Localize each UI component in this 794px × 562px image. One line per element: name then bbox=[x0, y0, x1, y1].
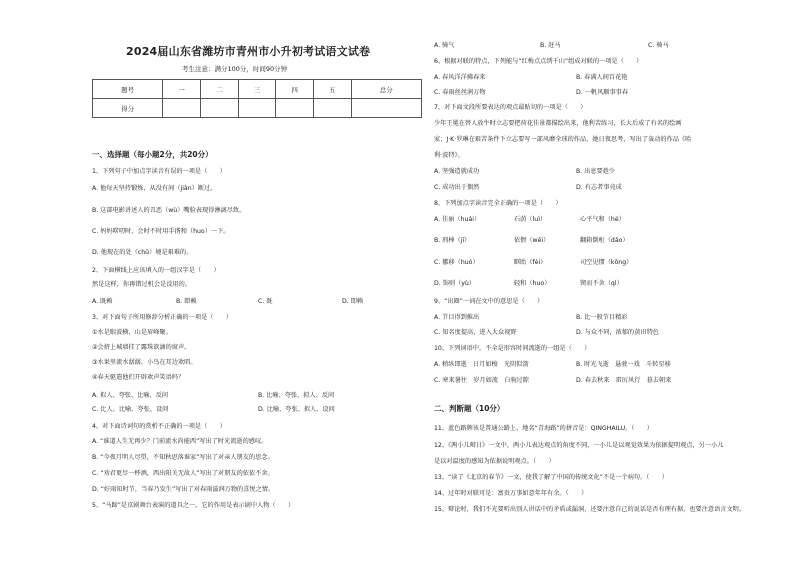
question-8-option-c-3: 司空见惯（kōng） bbox=[580, 259, 633, 266]
question-7-option-b: B. 出息要趁少 bbox=[576, 168, 616, 175]
question-3-sentence-1: ①水是眼波横，山是眉峰聚。 bbox=[92, 329, 172, 336]
question-10-option-a: A. 稍纵即逝 日月如梭 光阴似箭 bbox=[434, 361, 529, 368]
question-6-option-a: A. 春风洋洋拂春来 bbox=[434, 74, 486, 81]
score-cell: 总分 bbox=[351, 80, 421, 99]
question-1-option-d: D. 他现在的处（chǔ）境是艰难的。 bbox=[92, 249, 193, 256]
score-cell bbox=[351, 99, 421, 118]
question-8-option-b-2: 依偎（wēi） bbox=[514, 237, 550, 244]
score-cell bbox=[276, 99, 314, 118]
question-10-option-d: D. 春去秋来 雷厉风行 暮去朝来 bbox=[576, 377, 672, 384]
score-cell bbox=[200, 99, 238, 118]
section-2-title: 二、判断题（10分） bbox=[434, 404, 505, 413]
question-8-option-c-1: C. 挪移（huó） bbox=[434, 259, 479, 266]
question-9-option-d: D. 与众不同，浓郁的黄田特色 bbox=[576, 329, 659, 336]
question-4-option-b: B. “今夜月明人尽望，不知秋思落谁家”写出了对亲人朋友的思念。 bbox=[92, 454, 274, 461]
question-12-line-1: 12、《两小儿辩日》一文中，两小儿表达观点的角度不同，一小儿是以观觉效果为依据提明观点，另一小儿 bbox=[434, 442, 724, 449]
question-12-line-2: 是以对温度的感知为依据说明观点。（ ） bbox=[434, 458, 555, 465]
question-9-option-a: A. 节目得到推出 bbox=[434, 314, 480, 321]
question-5-option-a: A. 骑气 bbox=[434, 42, 455, 49]
question-2-option-d: D. 即赖 bbox=[342, 298, 364, 305]
question-9-option-c: C. 知名度提高，进入大众视野 bbox=[434, 329, 517, 336]
right-column bbox=[430, 0, 770, 562]
question-2-line: 然是这样，你再错过机会是没用的。 bbox=[92, 281, 191, 288]
question-4-option-d: D. “好雨知时节，当春乃发生”写出了对春雨滋润万物的喜悦之情。 bbox=[92, 486, 275, 493]
page-title: 2024届山东省潍坊市青州市小升初考试语文试卷 bbox=[126, 45, 371, 58]
question-2-option-a: A. 既赖 bbox=[92, 298, 113, 305]
question-8-option-b-3: 翻箱倒柜（dǎo） bbox=[580, 237, 629, 244]
question-3-stem: 3、对下面句子所用修辞分析正确的一项是（ ） bbox=[92, 314, 233, 321]
question-2-option-c: C. 既 bbox=[258, 298, 273, 305]
question-3-sentence-2: ②会挤上城墙挂了露珠欲滴的窗声。 bbox=[92, 344, 191, 351]
question-2-stem: 2、下面横线上应该填入的一组汉字是（ ） bbox=[92, 267, 220, 274]
score-cell: 一 bbox=[163, 80, 201, 99]
score-cell: 二 bbox=[200, 80, 238, 99]
question-14: 14、过年时对联可是：富贵万事如意年年有余。（ ） bbox=[434, 490, 588, 497]
question-1-option-a: A. 他每天坚持锻炼，从没有间（jiàn）断过。 bbox=[92, 185, 217, 192]
question-7-passage-line-2: 家；J·K·罗琳在艰苦条件下立志要写一部风靡全球的作品，她日夜思考，写出了轰动的作品《哈 bbox=[434, 136, 692, 143]
left-column bbox=[88, 0, 418, 562]
question-9-option-b: B. 比一般节目精彩 bbox=[576, 314, 628, 321]
score-table bbox=[92, 79, 422, 118]
question-6-stem: 6、根据对联的特点，下列能与“红梅点点绣千山”组成对联的一项是（ ） bbox=[434, 58, 643, 65]
score-cell bbox=[313, 99, 351, 118]
question-3-option-d: D. 比喻、夸张、拟人、设问 bbox=[258, 406, 335, 413]
score-cell: 三 bbox=[238, 80, 276, 99]
score-cell: 得分 bbox=[93, 99, 163, 118]
question-10-stem: 10、下列词语中，不全是形容时间流逝的一组是（ ） bbox=[434, 345, 591, 352]
score-cell bbox=[163, 99, 201, 118]
question-6-option-d: D. 一帆风顺事事春 bbox=[576, 89, 629, 96]
question-10-option-b: B. 时光飞逝 悬驶一戏 斗转星移 bbox=[576, 361, 671, 368]
question-3-option-b: B. 比喻、夸张、拟人、反问 bbox=[258, 392, 335, 399]
section-1-title: 一、选择题（每小题2分，共20分） bbox=[92, 150, 213, 159]
question-1-option-c: C. 妈妈唠叨时，会时不时用手揩和（huo）一下。 bbox=[92, 228, 230, 235]
question-3-sentence-4: ④春天驱遣他们开辟欢声笑语吗？ bbox=[92, 374, 185, 381]
score-cell: 四 bbox=[276, 80, 314, 99]
question-3-option-c: C. 比人、比喻、夸张、设问 bbox=[92, 406, 169, 413]
score-table-header-row bbox=[93, 80, 422, 99]
question-13: 13、“读了《北京的春节》一文，使我了解了中国的传统文化”不是一个病句。（ ） bbox=[434, 474, 668, 481]
question-1-stem: 1、下列句子中加点字读音有误的一项是（ ） bbox=[92, 168, 226, 175]
question-7-stem: 7、对下面文段所要表达的观点最贴切的一项是（ ） bbox=[434, 104, 587, 111]
score-table-score-row bbox=[93, 99, 422, 118]
question-11: 11、蓝色路牌该是普通公路上，地名“青海路”的拼音是：QINGHAILU。（ ） bbox=[434, 425, 653, 432]
question-8-option-c-2: 眶眙（fèi） bbox=[514, 259, 547, 266]
score-cell: 五 bbox=[313, 80, 351, 99]
question-5-option-b: B. 赶马 bbox=[540, 42, 561, 49]
question-6-option-b: B. 春满人间百花艳 bbox=[576, 74, 628, 81]
question-8-option-d-2: 轻和（huo） bbox=[514, 280, 551, 287]
question-7-option-c: C. 成功出于偶然 bbox=[434, 184, 480, 191]
question-5-option-c: C. 骑马 bbox=[648, 42, 669, 49]
question-7-passage-line-3: 利·波特》。 bbox=[434, 152, 464, 159]
exam-note: 考生注意：满分100分，时间90分钟 bbox=[182, 65, 288, 73]
question-3-sentence-3: ③水果里流水潺潺，小鸟在耳边欢唱。 bbox=[92, 359, 197, 366]
question-8-stem: 8、下列加点字读音完全正确的一项是（ ） bbox=[434, 200, 562, 207]
question-7-option-d: D. 有志者事竟成 bbox=[576, 184, 622, 191]
question-8-option-d-1: D. 饰则（yù） bbox=[434, 280, 476, 287]
question-7-option-a: A. 坚强造就成功 bbox=[434, 168, 480, 175]
score-cell: 题号 bbox=[93, 80, 163, 99]
question-5-stem: 5、“马蹄”是京剧舞台表演的道具之一，它的作用是表示剧中人物（ ） bbox=[92, 502, 295, 509]
question-10-option-c: C. 寒来暑往 岁月如流 白驹过隙 bbox=[434, 377, 529, 384]
question-7-passage-line-1: 少年王冕在替人放牛时立志要把荷花佳景都描绘出来，他利苦练习，长大后成了有名的绘画 bbox=[434, 120, 682, 127]
question-4-option-c: C. “劝君更尽一杯酒，西出阳关无故人”写出了对朋友的依依不舍。 bbox=[92, 470, 274, 477]
question-9-stem: 9、“出圈”一词在文中的意思是（ ） bbox=[434, 298, 544, 305]
question-8-option-b-1: B. 刑棒（jī） bbox=[434, 237, 471, 244]
question-8-option-a-3: 心平气和（hé） bbox=[580, 216, 625, 223]
question-15: 15、辩论时，我们不光要听出别人讲话中的矛盾或漏洞，还要注意自己的说话是否有理有据，也要注意语言文明。 bbox=[434, 506, 746, 513]
question-3-option-a: A. 拟人、夸张、比喻、反问 bbox=[92, 392, 169, 399]
question-8-option-a-1: A. 佳丽（huái） bbox=[434, 216, 481, 223]
question-4-option-a: A. “谁道人生无再少？门前流水尚能西”写出了时光流逝的感叹。 bbox=[92, 438, 268, 445]
question-8-option-a-2: 石荫（luì） bbox=[514, 216, 547, 223]
question-2-option-b: B. 即赖 bbox=[176, 298, 197, 305]
question-8-option-d-3: 锲而不舍（qì） bbox=[580, 280, 623, 287]
question-1-option-b: B. 这部电影讲述人的丑恶（wù）嘴脸表现得淋漓尽致。 bbox=[92, 207, 246, 214]
question-4-stem: 4、对下面诗词句的赏析不正确的一项是（ ） bbox=[92, 423, 226, 430]
question-6-option-c: C. 春雨丝丝润万物 bbox=[434, 89, 486, 96]
score-cell bbox=[238, 99, 276, 118]
